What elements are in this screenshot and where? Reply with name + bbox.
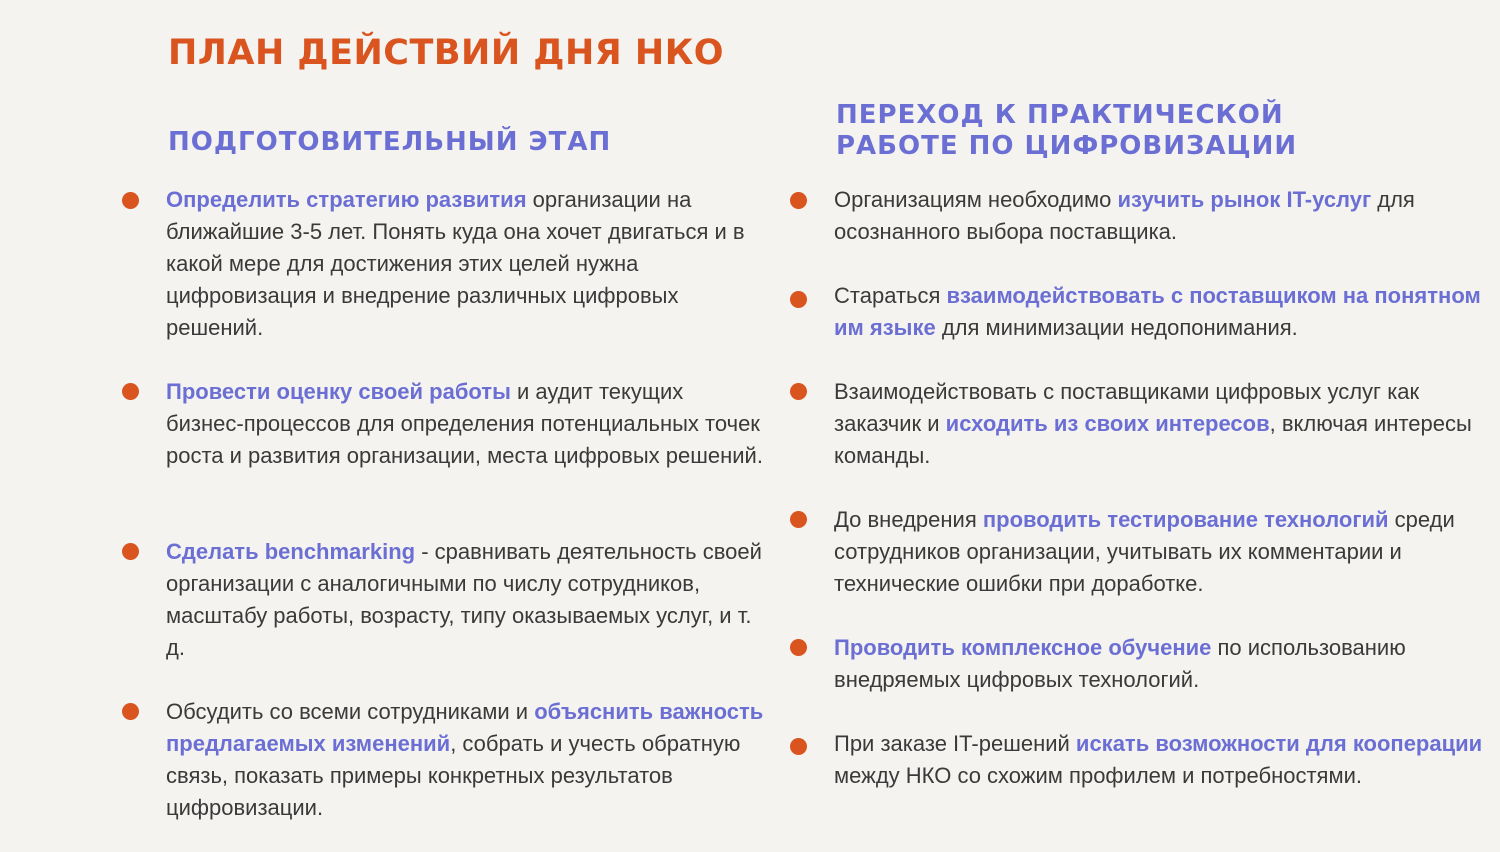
right-list-item-6: [834, 728, 1484, 792]
item-text: по использованию внедряемых цифровых технологий.: [834, 635, 1406, 692]
left-list-item-3: [166, 536, 766, 664]
right-heading-line-2: РАБОТЕ ПО ЦИФРОВИЗАЦИИ: [836, 131, 1298, 161]
item-text: Взаимодействовать с поставщиками цифровых услуг как заказчик и: [834, 379, 1420, 436]
right-list-item-1: [834, 184, 1484, 248]
item-text: среди сотрудников организации, учитывать их комментарии и технические ошибки при доработке.: [834, 507, 1455, 596]
item-text: До внедрения: [834, 507, 983, 532]
highlight-text: проводить тестирование технологий: [982, 507, 1389, 532]
highlight-text: Сделать benchmarking: [166, 539, 416, 564]
item-text: для осознанного выбора поставщика.: [834, 187, 1415, 244]
item-text: - сравнивать деятельность своей организации с аналогичными по числу сотрудников, масштабу работы, возрасту, типу оказываемых услуг, и т. д.: [166, 539, 762, 660]
highlight-text: Провести оценку своей работы: [166, 379, 511, 404]
item-text: , собрать и учесть обратную связь, показать примеры конкретных результатов цифровизации.: [166, 731, 741, 820]
bullet-dot: [122, 383, 139, 400]
right-list-item-4: [834, 504, 1484, 600]
item-text: При заказе IT-решений: [834, 731, 1076, 756]
highlight-text: Проводить комплексное обучение: [834, 635, 1212, 660]
item-text: для минимизации недопонимания.: [935, 315, 1298, 340]
right-heading-line-1: ПЕРЕХОД К ПРАКТИЧЕСКОЙ: [836, 100, 1284, 130]
left-list-item-1: [166, 184, 766, 344]
left-list-item-2: [166, 376, 766, 472]
left-list-item-4: [166, 696, 766, 824]
bullet-dot: [790, 383, 807, 400]
left-column-heading: ПОДГОТОВИТЕЛЬНЫЙ ЭТАП: [168, 127, 612, 157]
highlight-text: Определить стратегию развития: [166, 187, 527, 212]
item-text: Стараться: [834, 283, 947, 308]
item-text: и аудит текущих бизнес-процессов для определения потенциальных точек роста и развития организации, места цифровых решений.: [166, 379, 763, 468]
highlight-text: изучить рынок IT-услуг: [1117, 187, 1372, 212]
item-text: , включая интересы команды.: [834, 411, 1472, 468]
bullet-dot: [122, 543, 139, 560]
right-column-heading: [836, 100, 1476, 162]
item-text: Организациям необходимо: [834, 187, 1118, 212]
item-text: между НКО со схожим профилем и потребностями.: [834, 763, 1362, 788]
bullet-dot: [790, 192, 807, 209]
bullet-dot: [790, 291, 807, 308]
right-list-item-2: [834, 280, 1484, 344]
bullet-dot: [790, 738, 807, 755]
highlight-text: искать возможности для кооперации: [1075, 731, 1483, 756]
page-title: ПЛАН ДЕЙСТВИЙ ДНЯ НКО: [168, 33, 725, 73]
highlight-text: исходить из своих интересов: [945, 411, 1270, 436]
bullet-dot: [122, 192, 139, 209]
item-text: организации на ближайшие 3-5 лет. Понять куда она хочет двигаться и в какой мере для достижения этих целей нужна цифровизация и внедрение различных цифровых решений.: [166, 187, 745, 340]
highlight-text: объяснить важность предлагаемых изменений: [166, 699, 764, 756]
bullet-dot: [790, 511, 807, 528]
right-list-item-5: [834, 632, 1484, 696]
bullet-dot: [122, 703, 139, 720]
item-text: Обсудить со всеми сотрудниками и: [166, 699, 535, 724]
highlight-text: взаимодействовать с поставщиком на понятном им языке: [834, 283, 1481, 340]
bullet-dot: [790, 639, 807, 656]
right-list-item-3: [834, 376, 1484, 472]
